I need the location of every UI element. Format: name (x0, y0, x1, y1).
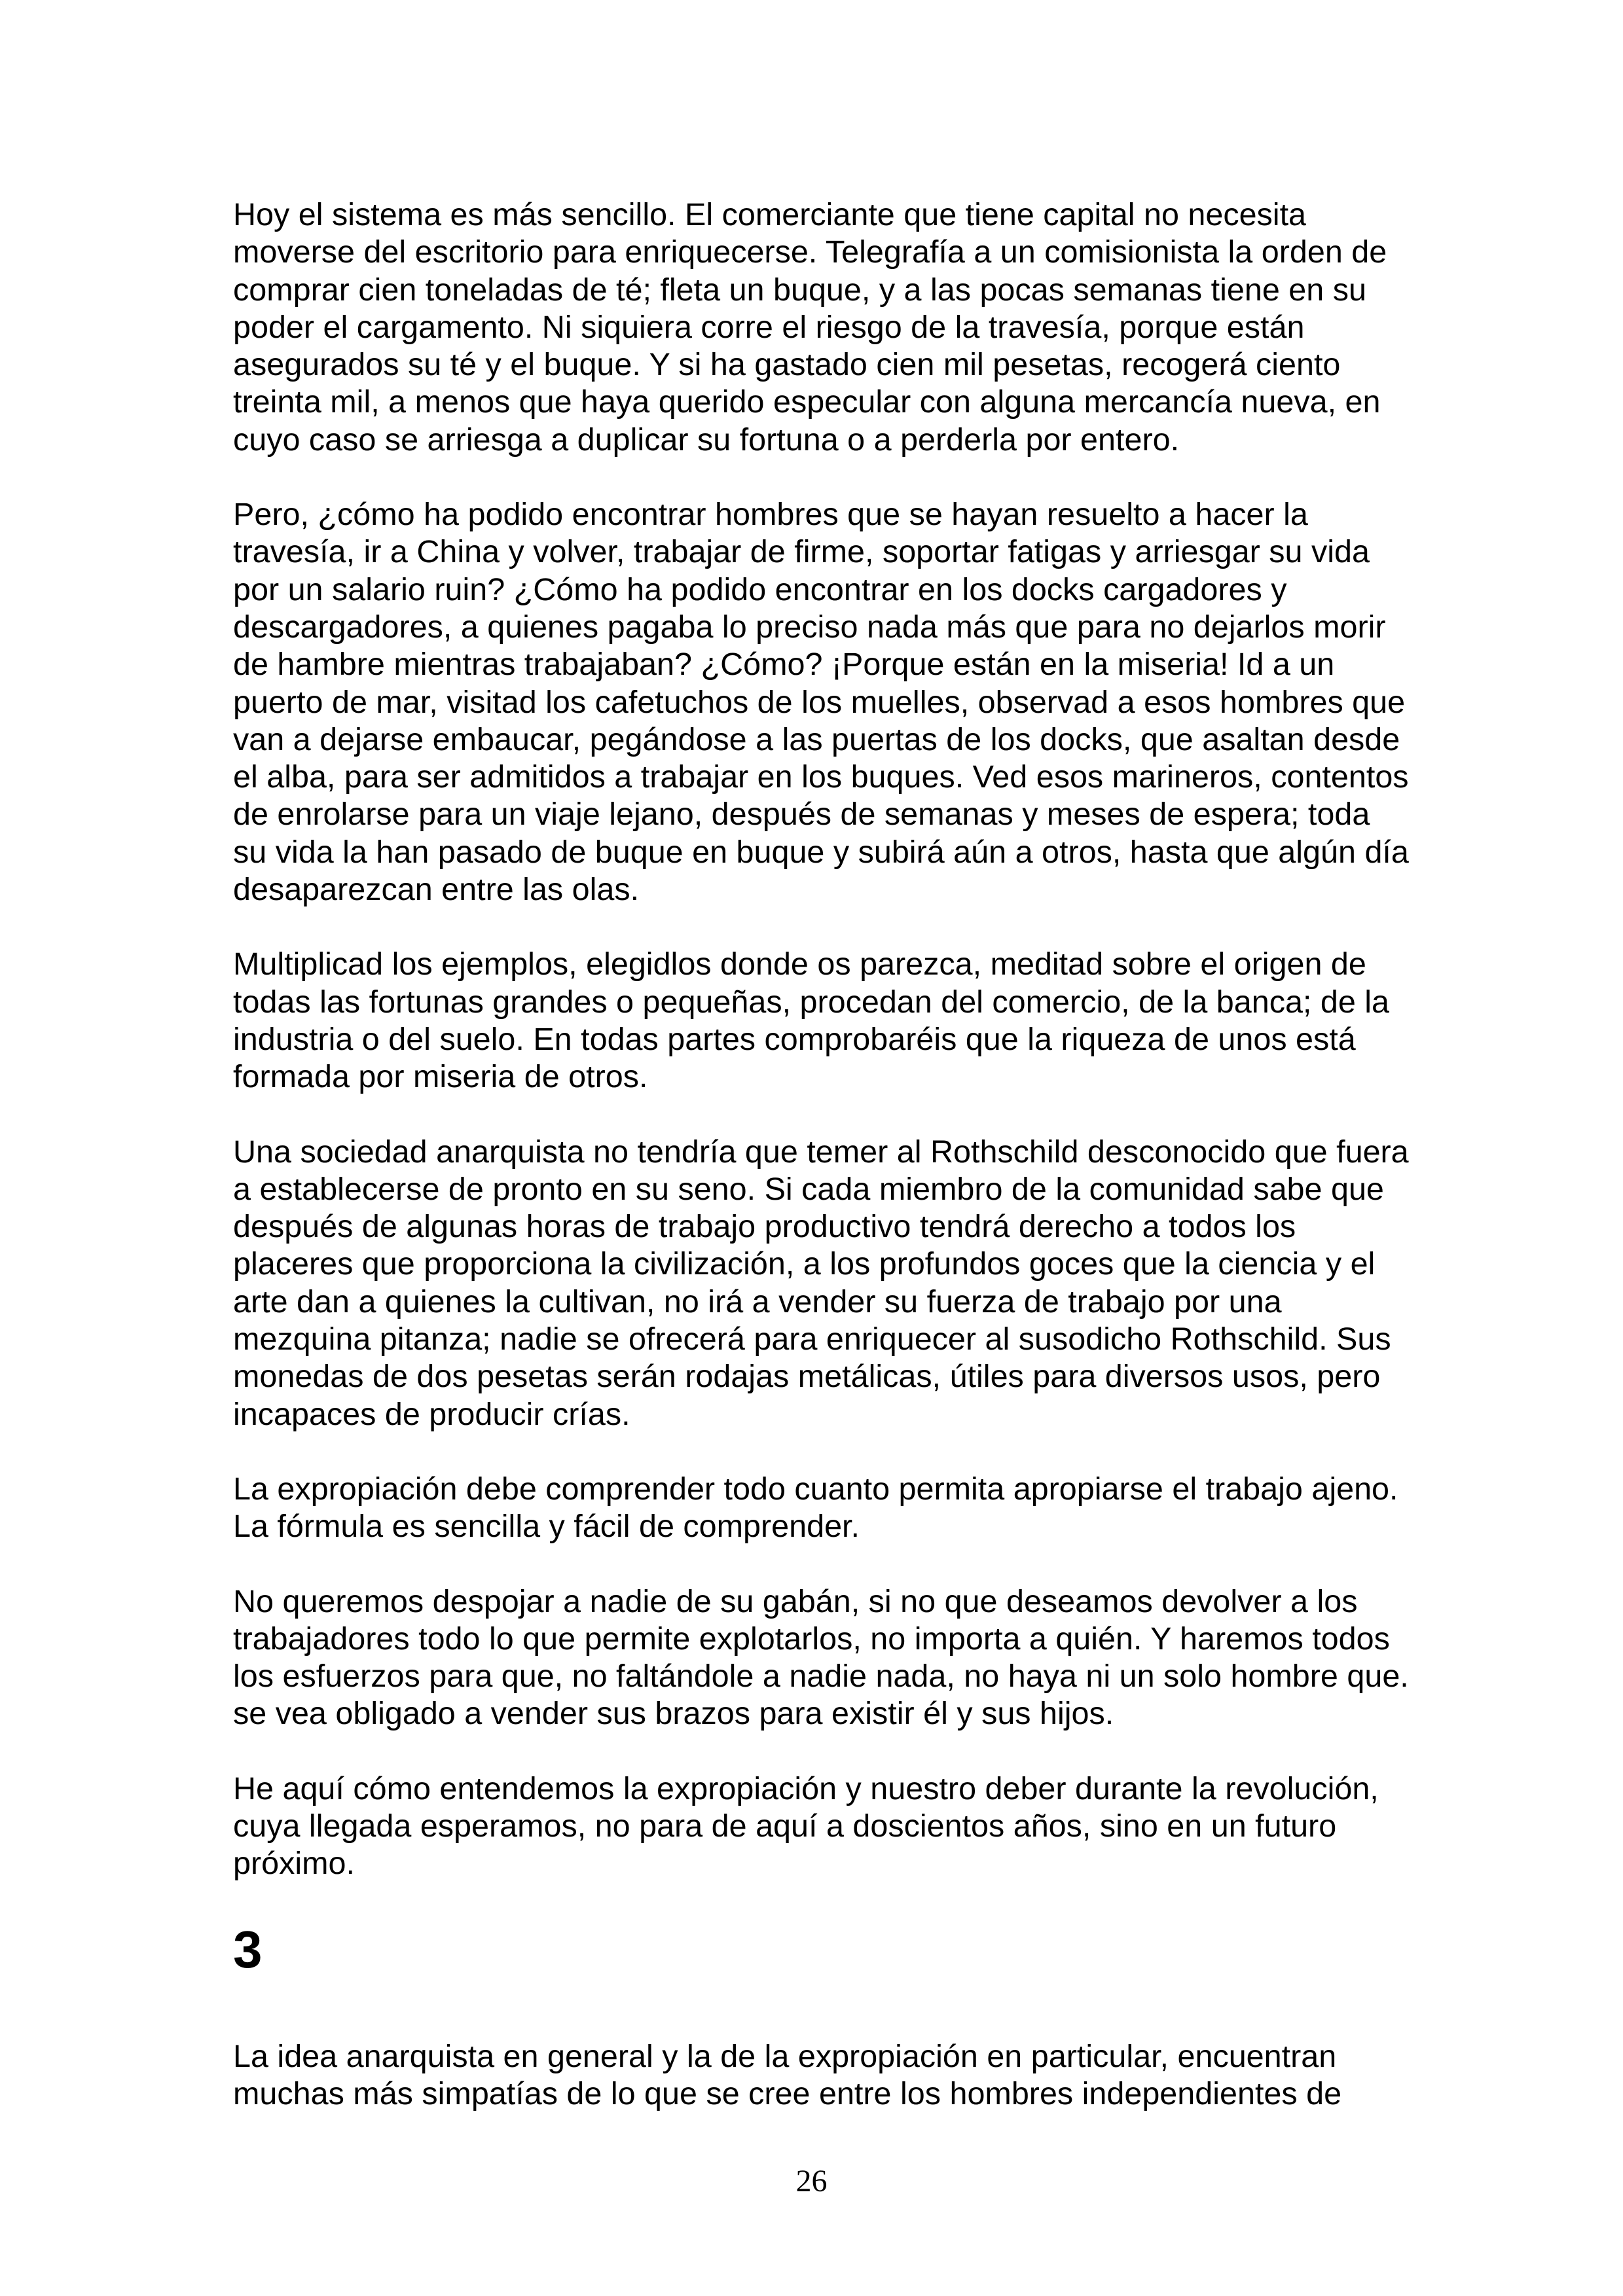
paragraph-3: Multiplicad los ejemplos, elegidlos donde os parezca, meditad sobre el origen de todas las fortunas grandes o pequeñas, procedan del comercio, de la banca; de la industria o del suelo. En todas partes comprobaréis que la riqueza de unos está formada por miseria de otros. (233, 946, 1390, 1095)
paragraph-1: Hoy el sistema es más sencillo. El comerciante que tiene capital no necesita moverse del escritorio para enriquecerse. Telegrafía a un comisionista la orden de comprar cien toneladas de té; fleta un buque, y a las pocas semanas tiene en su poder el cargamento. Ni siquiera corre el riesgo de la travesía, porque están asegurados su té y el buque. Y si ha gastado cien mil pesetas, recogerá ciento treinta mil, a menos que haya querido especular con alguna mercancía nueva, en cuyo caso se arriesga a duplicar su fortuna o a perderla por entero. (233, 197, 1387, 457)
paragraph-6: No queremos despojar a nadie de su gabán, si no que deseamos devolver a los trabajadores todo lo que permite explotarlos, no importa a quién. Y haremos todos los esfuerzos para que, no faltándole a nadie nada, no haya ni un solo hombre que. se vea obligado a vender sus brazos para existir él y sus hijos. (233, 1583, 1409, 1732)
page-number: 26 (795, 2164, 828, 2198)
paragraph-7: He aquí cómo entendemos la expropiación y nuestro deber durante la revolución, cuya llegada esperamos, no para de aquí a doscientos años, sino en un futuro próximo. (233, 1770, 1379, 1882)
paragraph-4: Una sociedad anarquista no tendría que temer al Rothschild desconocido que fuera a establecerse de pronto en su seno. Si cada miembro de la comunidad sabe que después de algunas horas de trabajo productivo tendrá derecho a todos los placeres que proporciona la civilización, a los profundos goces que la ciencia y el arte dan a quienes la cultivan, no irá a vender su fuerza de trabajo por una mezquina pitanza; nadie se ofrecerá para enriquecer al susodicho Rothschild. Sus monedas de dos pesetas serán rodajas metálicas, útiles para diversos usos, pero incapaces de producir crías. (233, 1134, 1409, 1432)
paragraph-2: Pero, ¿cómo ha podido encontrar hombres que se hayan resuelto a hacer la travesía, ir a China y volver, trabajar de firme, soportar fatigas y arriesgar su vida por un salario ruin? ¿Cómo ha podido encontrar en los docks cargadores y descargadores, a quienes pagaba lo preciso nada más que para no dejarlos morir de hambre mientras trabajaban? ¿Cómo? ¡Porque están en la miseria! Id a un puerto de mar, visitad los cafetuchos de los muelles, observad a esos hombres que van a dejarse embaucar, pegándose a las puertas de los docks, que asaltan desde el alba, para ser admitidos a trabajar en los buques. Ved esos marineros, contentos de enrolarse para un viaje lejano, después de semanas y meses de espera; toda su vida la han pasado de buque en buque y subirá aún a otros, hasta que algún día desaparezcan entre las olas. (233, 497, 1409, 908)
section-heading: 3 (233, 1920, 263, 1979)
paragraph-5: La expropiación debe comprender todo cuanto permita apropiarse el trabajo ajeno. La fórmula es sencilla y fácil de comprender. (233, 1471, 1398, 1545)
section-paragraph: La idea anarquista en general y la de la expropiación en particular, encuentran muchas más simpatías de lo que se cree entre los hombres independientes de (233, 2038, 1342, 2111)
page-body (233, 196, 1412, 2150)
